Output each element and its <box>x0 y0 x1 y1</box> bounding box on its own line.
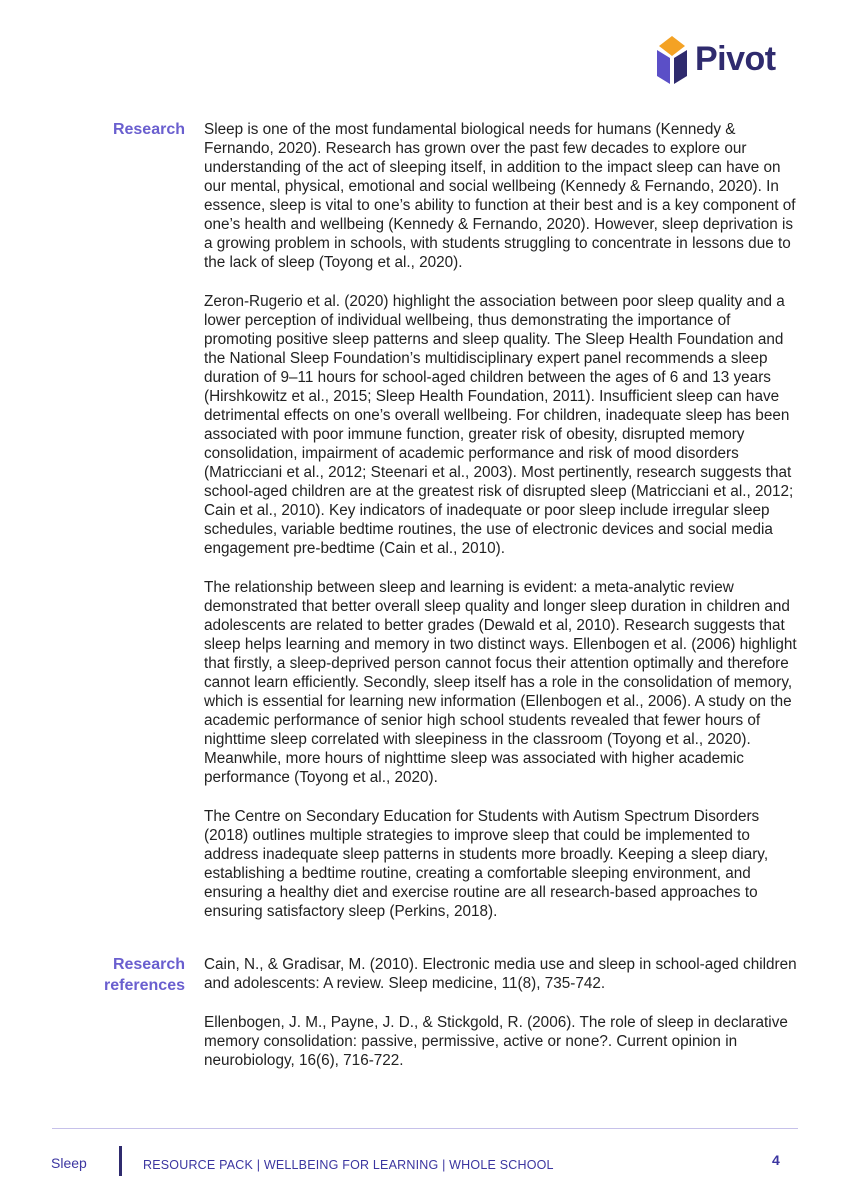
footer-pack-title: RESOURCE PACK | WELLBEING FOR LEARNING | WHOLE SCHOOL <box>143 1158 554 1172</box>
research-heading: Research <box>112 121 185 138</box>
pivot-logo <box>655 36 795 88</box>
pivot-logo-text: Pivot <box>695 40 776 78</box>
pivot-logo-icon <box>655 36 689 86</box>
research-paragraph-2: Zeron-Rugerio et al. (2020) highlight the association between poor sleep quality and a lower perception of individual wellbeing, thus demonstrating the importance of promoting positive sleep patterns and sleep quality. The Sleep Health Foundation and the National Sleep Foundation’s multidisciplinary expert panel recommends a sleep duration of 9–11 hours for school-aged children between the ages of 6 and 13 years (Hirshkowitz et al., 2015; Sleep Health Foundation, 2011). Insufficient sleep can have detrimental effects on one’s overall wellbeing. For children, inadequate sleep has been associated with poor immune function, greater risk of obesity, disrupted memory consolidation, impairment of academic performance and risk of mood disorders (Matricciani et al., 2012; Steenari et al., 2003). Most pertinently, research suggests that school-aged children are at the greatest risk of disrupted sleep (Matricciani et al., 2012; Cain et al., 2010). Key indicators of inadequate or poor sleep include irregular sleep schedules, variable bedtime routines, the use of electronic devices and social media engagement pre-bedtime (Cain et al., 2010). <box>204 293 794 557</box>
footer-topic: Sleep <box>51 1155 87 1171</box>
references-heading-line2: references <box>104 976 185 994</box>
research-body <box>204 120 800 941</box>
references-body <box>204 955 800 1090</box>
research-paragraph-1: Sleep is one of the most fundamental biological needs for humans (Kennedy & Fernando, 2020). Research has grown over the past few decades to explore our understanding of the act of sleeping itself, in addition to the impact sleep can have on our mental, physical, emotional and social wellbeing (Kennedy & Fernando, 2020). In essence, sleep is vital to one’s ability to function at their best and is a key component of one’s health and wellbeing (Kennedy & Fernando, 2020). However, sleep deprivation is a growing problem in schools, with students struggling to concentrate in lessons due to the lack of sleep (Toyong et al., 2020). <box>204 121 796 271</box>
footer-divider <box>52 1128 798 1129</box>
reference-item-1: Cain, N., & Gradisar, M. (2010). Electronic media use and sleep in school-aged children and adolescents: A review. Sleep medicine, 11(8), 735-742. <box>204 956 797 992</box>
reference-item-2: Ellenbogen, J. M., Payne, J. D., & Stickgold, R. (2006). The role of sleep in declarative memory consolidation: passive, permissive, active or none?. Current opinion in neurobiology, 16(6), 716-722. <box>204 1014 788 1069</box>
references-heading <box>60 955 185 996</box>
research-paragraph-3: The relationship between sleep and learning is evident: a meta-analytic review demonstrated that better overall sleep quality and longer sleep duration in children and adolescents are related to better grades (Dewald et al, 2010). Research suggests that sleep helps learning and memory in two distinct ways. Ellenbogen et al. (2006) highlight that firstly, a sleep-deprived person cannot focus their attention optimally and therefore cannot learn efficiently. Secondly, sleep itself has a role in the consolidation of memory, which is essential for learning new information (Ellenbogen et al., 2006). A study on the academic performance of senior high school students revealed that fewer hours of nighttime sleep correlated with sleepiness in the classroom (Toyong et al., 2020). Meanwhile, more hours of nighttime sleep was associated with higher academic performance (Toyong et al., 2020). <box>204 579 797 786</box>
footer-separator-bar <box>119 1146 122 1176</box>
research-paragraph-4: The Centre on Secondary Education for Students with Autism Spectrum Disorders (2018) outlines multiple strategies to improve sleep that could be implemented to address inadequate sleep patterns in students more broadly. Keeping a sleep diary, establishing a bedtime routine, creating a comfortable sleeping environment, and ensuring a healthy diet and exercise routine are all research-based approaches to ensuring satisfactory sleep (Perkins, 2018). <box>204 808 769 920</box>
page-number: 4 <box>772 1152 780 1168</box>
references-heading-line1: Research <box>112 956 185 973</box>
